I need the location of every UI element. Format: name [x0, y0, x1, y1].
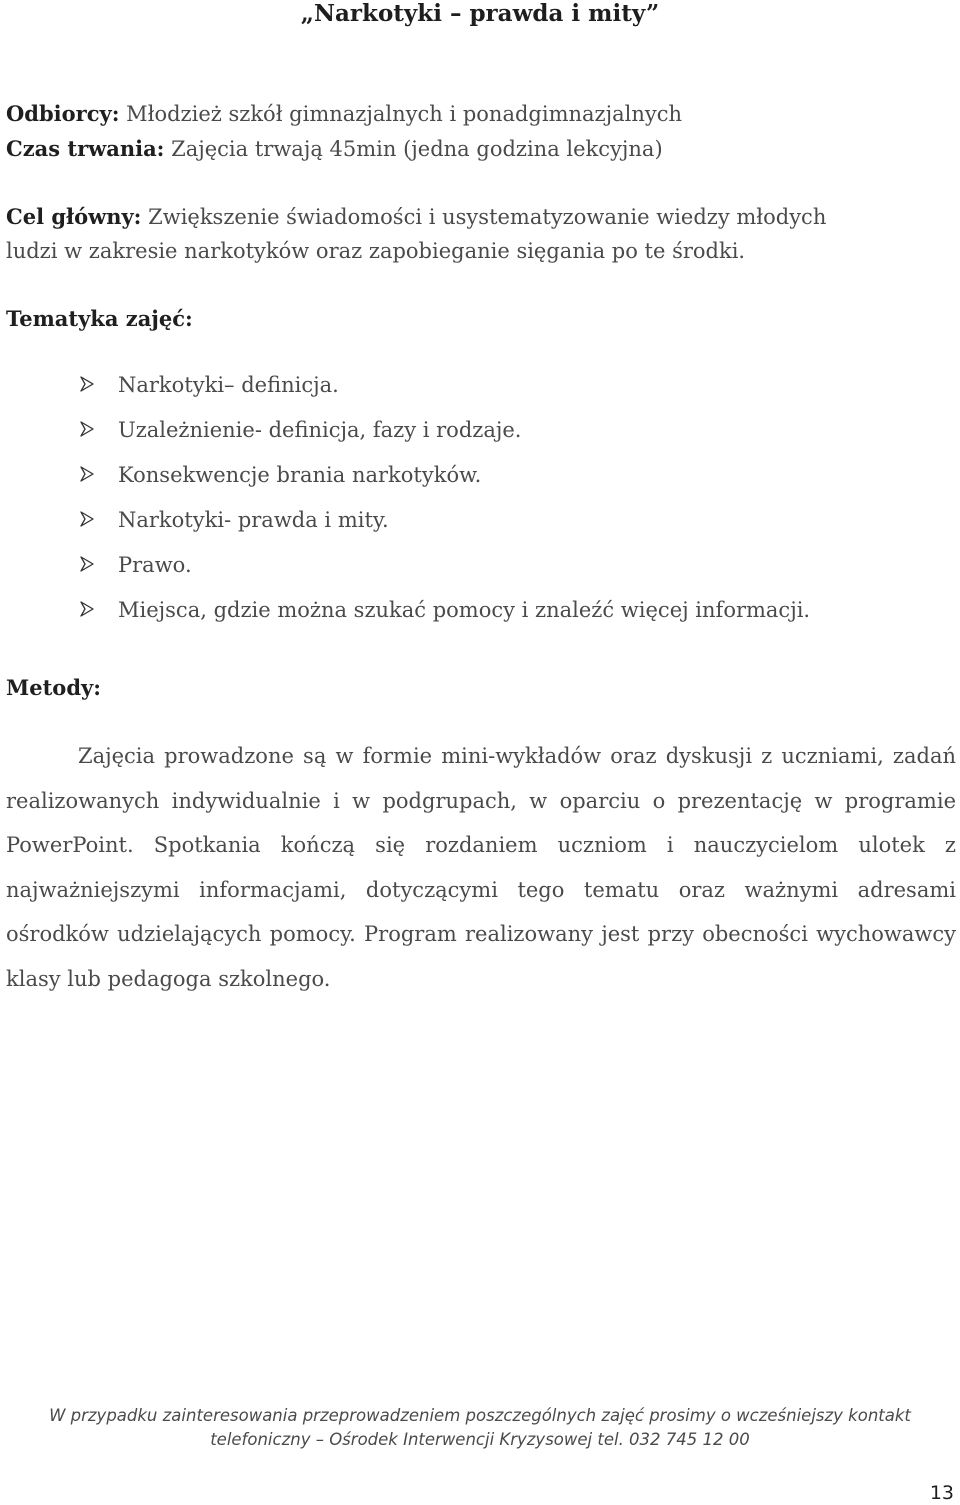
duration-value: Zajęcia trwają 45min (jedna godzina lekcyjna) — [171, 137, 663, 161]
topic-item — [80, 461, 810, 506]
footer-line-1: W przypadku zainteresowania przeprowadzeniem poszczególnych zajęć prosimy o wcześniejszy kontakt — [49, 1406, 911, 1425]
arrowhead-bullet-icon — [80, 601, 94, 617]
methods-paragraph: Zajęcia prowadzone są w formie mini-wykładów oraz dyskusji z uczniami, zadań realizowanych indywidualnie i w podgrupach, w oparciu o prezentację w programie PowerPoint. Spotkania kończą się rozdaniem uczniom i nauczycielom ulotek z najważniejszymi informacjami, dotyczącymi tego tematu oraz ważnymi adresami ośrodków udzielających pomocy. Program realizowany jest przy obecności wychowawcy klasy lub pedagoga szkolnego. — [6, 744, 956, 991]
main-goal-line-2 — [6, 237, 745, 265]
audience-line — [6, 100, 682, 128]
topics-list — [80, 371, 810, 641]
topic-text: Narkotyki- prawda i mity. — [118, 508, 389, 532]
audience-label: Odbiorcy: — [6, 101, 120, 126]
arrowhead-bullet-icon — [80, 376, 94, 392]
topic-item — [80, 551, 810, 596]
duration-label: Czas trwania: — [6, 136, 165, 161]
topic-item — [80, 506, 810, 551]
footer-line-2: telefoniczny – Ośrodek Interwencji Kryzysowej tel. 032 745 12 00 — [210, 1430, 750, 1449]
topic-item — [80, 416, 810, 461]
topic-text: Konsekwencje brania narkotyków. — [118, 463, 482, 487]
topic-item — [80, 371, 810, 416]
arrowhead-bullet-icon — [80, 466, 94, 482]
arrowhead-bullet-icon — [80, 556, 94, 572]
topics-heading: Tematyka zajęć: — [6, 306, 193, 331]
topic-text: Uzależnienie- definicja, fazy i rodzaje. — [118, 418, 522, 442]
topic-text: Narkotyki– definicja. — [118, 373, 339, 397]
duration-line — [6, 135, 663, 163]
arrowhead-bullet-icon — [80, 511, 94, 527]
arrowhead-bullet-icon — [80, 421, 94, 437]
topic-text: Prawo. — [118, 553, 192, 577]
topic-item — [80, 596, 810, 641]
page-title: „Narkotyki – prawda i mity” — [300, 0, 660, 27]
topic-text: Miejsca, gdzie można szukać pomocy i znaleźć więcej informacji. — [118, 598, 811, 622]
main-goal-value-2: ludzi w zakresie narkotyków oraz zapobieganie sięgania po te środki. — [6, 239, 746, 263]
main-goal-value-1: Zwiększenie świadomości i usystematyzowanie wiedzy młodych — [148, 205, 827, 229]
main-goal-line-1 — [6, 203, 826, 231]
main-goal-label: Cel główny: — [6, 204, 142, 229]
page-number: 13 — [929, 1482, 954, 1504]
methods-heading: Metody: — [6, 675, 101, 700]
audience-value: Młodzież szkół gimnazjalnych i ponadgimnazjalnych — [126, 102, 683, 126]
